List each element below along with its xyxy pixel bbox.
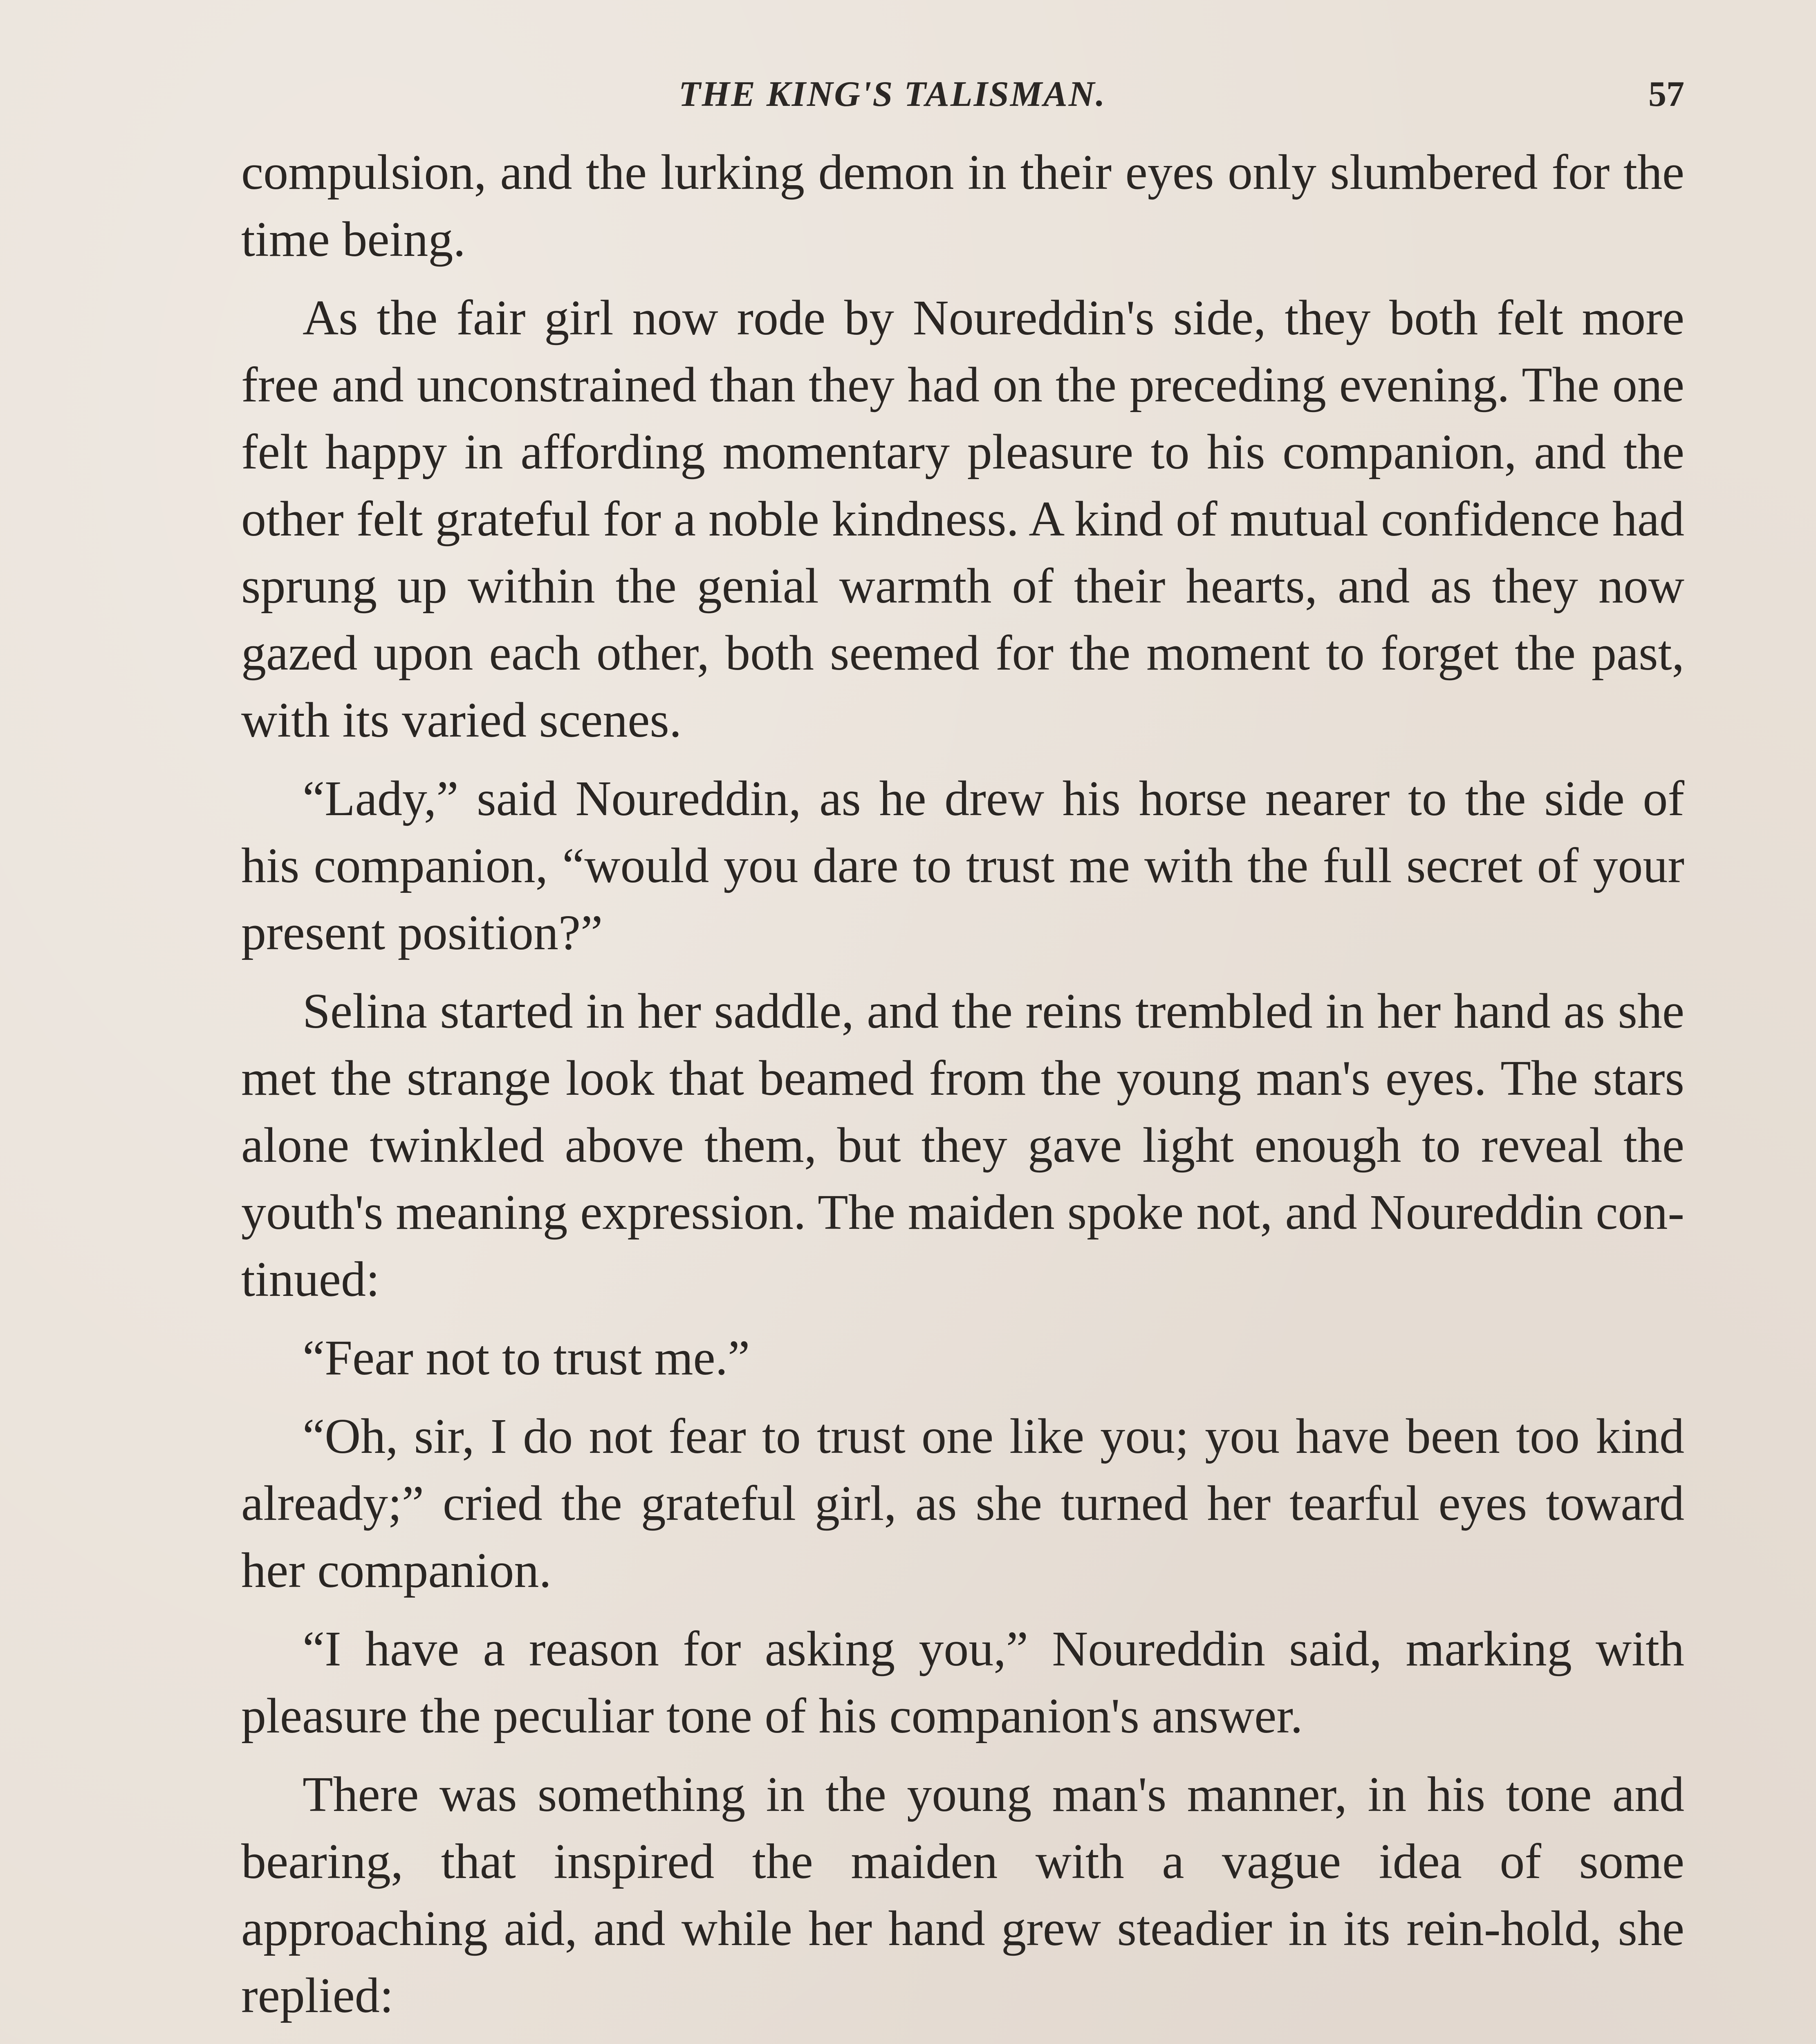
book-page <box>241 69 1684 2044</box>
paragraph-5: “Fear not to trust me.” <box>303 1330 750 1385</box>
page-header <box>241 69 1684 139</box>
running-head: THE KING'S TALISMAN. <box>679 74 1106 114</box>
page-number: 57 <box>1648 74 1684 114</box>
paragraph-3: “Lady,” said Noureddin, as he drew his horse nearer to the side of his companion, “would you dare to trust me with the full secret of your present position?” <box>241 771 1684 960</box>
paragraph-7: “I have a reason for asking you,” Noureddin said, marking with pleasure the peculiar tone of his companion's answer. <box>241 1621 1684 1744</box>
body-text <box>241 139 1684 2044</box>
paragraph-2: As the fair girl now rode by Noureddin's side, they both felt more free and unconstrained than they had on the preceding evening. The one felt happy in affording momentary pleasure to his companion, and the other felt grateful for a noble kindness. A kind of mutual confidence had sprung up within the genial warmth of their hearts, and as they now gazed upon each other, both seemed for the moment to forget the past, with its varied scenes. <box>241 290 1684 748</box>
paragraph-8: There was something in the young man's manner, in his tone and bearing, that inspired the maiden with a vague idea of some approaching aid, and while her hand grew steadier in its rein-hold, she replied: <box>241 1767 1684 2023</box>
paragraph-9 <box>241 2041 1684 2044</box>
paragraph-6: “Oh, sir, I do not fear to trust one like you; you have been too kind already;” cried the grateful girl, as she turned her tearful eyes toward her companion. <box>241 1409 1684 1598</box>
paragraph-4: Selina started in her saddle, and the reins trembled in her hand as she met the strange look that beamed from the young man's eyes. The stars alone twinkled above them, but they gave light enough to reveal the youth's meaning expression. The maiden spoke not, and Noureddin continued: <box>241 984 1684 1307</box>
paragraph-1: compulsion, and the lurking demon in their eyes only slumbered for the time being. <box>241 145 1684 267</box>
